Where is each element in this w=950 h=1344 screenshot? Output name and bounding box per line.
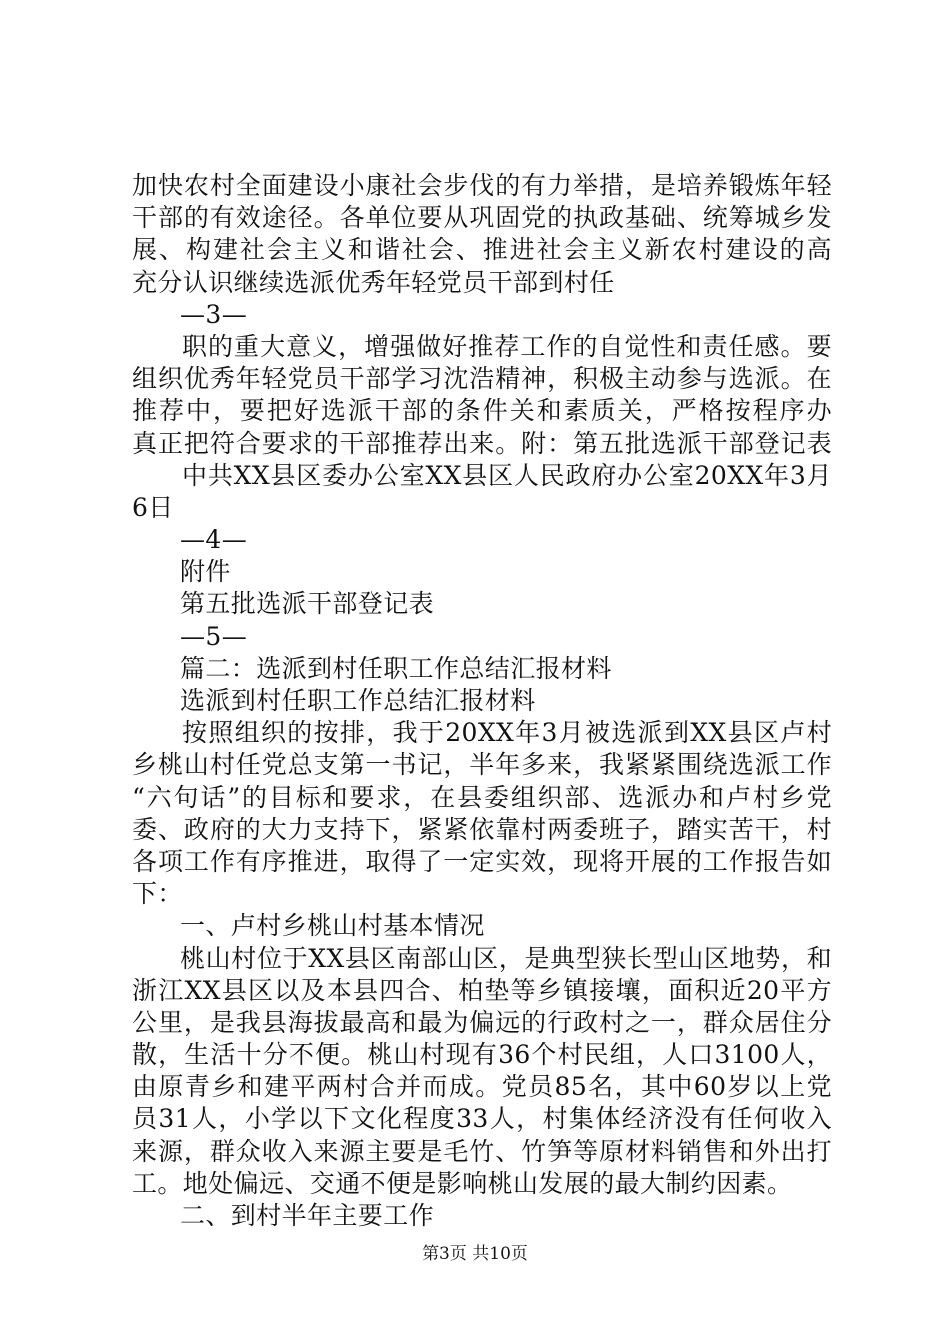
text-line: 职的重大意义，增强做好推荐工作的自觉性和责任感。要 (182, 331, 832, 361)
text-line: 加快农村全面建设小康社会步伐的有力举措，是培养锻炼年轻 (132, 171, 832, 200)
text-line: 散，生活十分不便。桃山村现有36个村民组，人口3100人， (132, 1040, 832, 1070)
text-line: 按照组织的按排，我于20XX年3月被选派到XX县区卢村 (182, 718, 832, 748)
text-line: 篇二：选派到村任职工作总结汇报材料 (180, 653, 612, 683)
text-line: 工。地处偏远、交通不便是影响桃山发展的最大制约因素。 (132, 1168, 793, 1198)
text-line: 干部的有效途径。各单位要从巩固党的执政基础、统筹城乡发 (132, 203, 832, 233)
text-line: 附件 (180, 557, 231, 587)
text-line: 委、政府的大力支持下，紧紧依靠村两委班子，踏实苦干，村 (132, 814, 832, 844)
text-line: 浙江XX县区以及本县四合、柏垫等乡镇接壤，面积近20平方 (132, 975, 832, 1005)
text-line: 中共XX县区委办公室XX县区人民政府办公室20XX年3月 (182, 460, 832, 490)
text-line: 桃山村位于XX县区南部山区，是典型狭长型山区地势，和 (180, 943, 832, 973)
text-line: 员31人，小学以下文化程度33人，村集体经济没有任何收入 (132, 1104, 832, 1134)
document-body (132, 170, 832, 1232)
text-line: 6日 (132, 492, 174, 522)
text-line: 各项工作有序推进，取得了一定实效，现将开展的工作报告如 (132, 846, 832, 876)
text-line: “六句话”的目标和要求，在县委组织部、选派办和卢村乡党 (132, 782, 832, 812)
text-line: 公里，是我县海拔最高和最为偏远的行政村之一，群众居住分 (132, 1007, 832, 1037)
text-line: 一、卢村乡桃山村基本情况 (180, 911, 485, 941)
text-line: —4— (180, 525, 248, 555)
text-line: 来源，群众收入来源主要是毛竹、竹笋等原材料销售和外出打 (132, 1136, 832, 1166)
text-line: 展、构建社会主义和谐社会、推进社会主义新农村建设的高 (132, 235, 832, 265)
text-line: 下： (132, 879, 183, 909)
text-line: 选派到村任职工作总结汇报材料 (180, 686, 536, 715)
text-line: 推荐中，要把好选派干部的条件关和素质关，严格按程序办 (132, 396, 832, 426)
text-line: 组织优秀年轻党员干部学习沈浩精神，积极主动参与选派。在 (132, 364, 832, 394)
text-line: —5— (180, 621, 248, 651)
text-line: 二、到村半年主要工作 (180, 1201, 435, 1230)
text-line: —3— (180, 299, 248, 329)
page-footer: 第3页 共10页 (422, 1244, 528, 1264)
text-line: 乡桃山村任党总支第一书记，半年多来，我紧紧围绕选派工作 (132, 750, 832, 780)
text-line: 充分认识继续选派优秀年轻党员干部到村任 (132, 267, 615, 297)
text-line: 第五批选派干部登记表 (180, 589, 435, 619)
text-line: 真正把符合要求的干部推荐出来。附：第五批选派干部登记表 (132, 428, 832, 458)
text-line: 由原青乡和建平两村合并而成。党员85名，其中60岁以上党 (132, 1072, 832, 1102)
